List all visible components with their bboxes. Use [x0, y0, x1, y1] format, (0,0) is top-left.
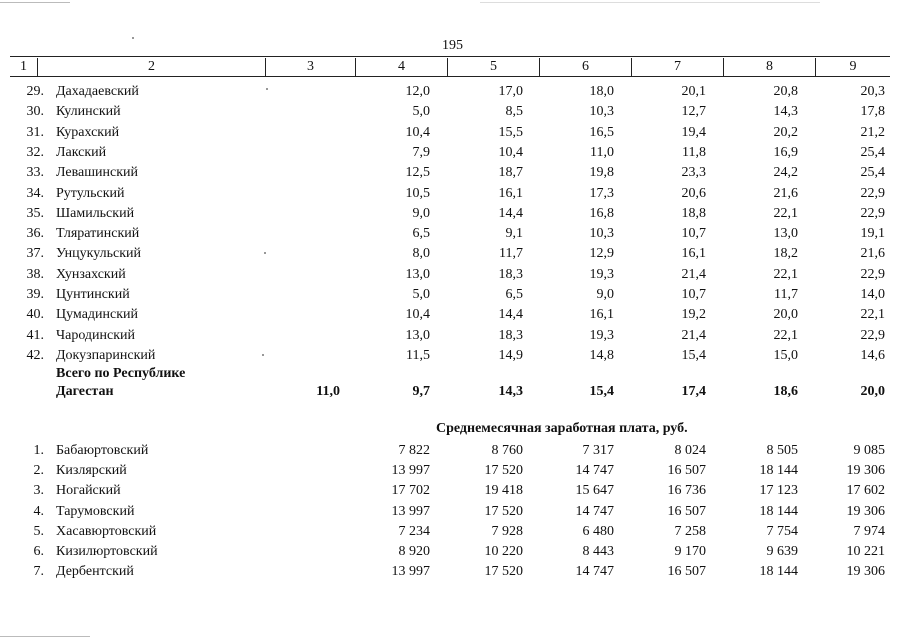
- cell-c9: 22,9: [860, 185, 885, 201]
- cell-c7: 16 507: [667, 463, 706, 479]
- cell-c8: 9 639: [766, 544, 798, 559]
- cell-c5: 18,3: [498, 327, 523, 343]
- cell-c5: 15,5: [498, 124, 523, 140]
- cell-c6: 14 747: [575, 463, 614, 479]
- cell-c8: 22,1: [773, 327, 798, 343]
- row-number: 42.: [26, 347, 44, 363]
- cell-c5: 7 928: [491, 523, 523, 539]
- total-cell-c6: 15,4: [589, 384, 614, 399]
- cell-c8: 18 144: [759, 564, 798, 580]
- table1-row: [10, 102, 890, 122]
- row-number: 5.: [33, 523, 44, 539]
- cell-c7: 16 507: [667, 564, 706, 580]
- cell-c7: 15,4: [681, 347, 706, 363]
- cell-c7: 9 170: [674, 544, 706, 559]
- cell-c8: 20,0: [773, 307, 798, 323]
- total-label-line2: Дагестан: [56, 384, 114, 399]
- cell-c7: 20,1: [681, 84, 706, 99]
- row-number: 33.: [26, 165, 44, 181]
- cell-c5: 14,4: [498, 307, 523, 323]
- cell-c9: 19 306: [846, 503, 885, 519]
- cell-c7: 20,6: [681, 185, 706, 201]
- cell-c4: 5,0: [412, 104, 430, 120]
- col-header-1: 1: [10, 58, 38, 76]
- cell-c7: 23,3: [681, 165, 706, 181]
- table1-row: [10, 326, 890, 346]
- total-cell-c7: 17,4: [681, 384, 706, 399]
- cell-c4: 8 920: [398, 544, 430, 559]
- cell-c6: 16,5: [589, 124, 614, 140]
- table1-row: [10, 346, 890, 366]
- district-name: Шамильский: [56, 205, 135, 221]
- table1-row: [10, 204, 890, 224]
- section-title: Среднемесячная заработная плата, руб.: [436, 421, 688, 436]
- cell-c5: 14,4: [498, 205, 523, 221]
- scan-edge-mark: [0, 2, 70, 3]
- cell-c9: 17,8: [860, 104, 885, 120]
- cell-c8: 18 144: [759, 503, 798, 519]
- cell-c8: 18,2: [773, 246, 798, 262]
- cell-c5: 17,0: [498, 84, 523, 99]
- table1-row: [10, 244, 890, 264]
- cell-c4: 13 997: [391, 503, 430, 519]
- cell-c4: 13,0: [405, 327, 430, 343]
- district-name: Дербентский: [56, 564, 134, 580]
- total-label-line1: Всего по Республике: [56, 366, 186, 381]
- cell-c9: 20,3: [860, 84, 885, 99]
- cell-c9: 22,9: [860, 327, 885, 343]
- row-number: 32.: [26, 144, 44, 160]
- district-name: Докузпаринский: [56, 347, 156, 363]
- cell-c9: 21,2: [860, 124, 885, 140]
- cell-c5: 9,1: [505, 226, 523, 242]
- table1-row: [10, 163, 890, 183]
- cell-c4: 9,0: [412, 205, 430, 221]
- cell-c8: 15,0: [773, 347, 798, 363]
- cell-c5: 16,1: [498, 185, 523, 201]
- row-number: 41.: [26, 327, 44, 343]
- district-name: Чародинский: [56, 327, 136, 343]
- total-cell-c8: 18,6: [773, 384, 798, 399]
- row-number: 6.: [33, 544, 44, 559]
- cell-c6: 19,8: [589, 165, 614, 181]
- cell-c7: 16,1: [681, 246, 706, 262]
- cell-c4: 10,4: [405, 124, 430, 140]
- cell-c9: 25,4: [860, 144, 885, 160]
- table1-row: [10, 143, 890, 163]
- cell-c7: 7 258: [674, 523, 706, 539]
- cell-c9: 17 602: [846, 483, 885, 499]
- district-name: Унцукульский: [56, 246, 142, 262]
- table1-row: [10, 184, 890, 204]
- cell-c9: 21,6: [860, 246, 885, 262]
- cell-c9: 22,9: [860, 205, 885, 221]
- col-header-5: 5: [448, 58, 540, 76]
- table1-row: [10, 123, 890, 143]
- cell-c9: 22,1: [860, 307, 885, 323]
- cell-c5: 17 520: [484, 564, 523, 580]
- cell-c4: 7 234: [398, 523, 430, 539]
- table1-row: [10, 305, 890, 325]
- table2-row: [10, 481, 890, 501]
- cell-c4: 8,0: [412, 246, 430, 262]
- table2-row: [10, 562, 890, 582]
- cell-c8: 11,7: [774, 287, 798, 302]
- cell-c6: 19,3: [589, 327, 614, 343]
- cell-c6: 18,0: [589, 84, 614, 99]
- row-number: 34.: [26, 185, 44, 201]
- row-number: 4.: [33, 503, 44, 519]
- row-number: 30.: [26, 104, 44, 120]
- cell-c5: 10,4: [498, 144, 523, 160]
- cell-c4: 7,9: [412, 144, 430, 160]
- cell-c9: 10 221: [846, 544, 885, 559]
- col-header-8: 8: [724, 58, 816, 76]
- cell-c8: 22,1: [773, 266, 798, 282]
- cell-c6: 19,3: [589, 266, 614, 282]
- table1-row: [10, 265, 890, 285]
- district-name: Хасавюртовский: [56, 523, 157, 539]
- cell-c8: 14,3: [773, 104, 798, 120]
- cell-c6: 16,8: [589, 205, 614, 221]
- cell-c8: 20,2: [773, 124, 798, 140]
- total-row-label-1: [10, 364, 890, 384]
- cell-c9: 22,9: [860, 266, 885, 282]
- district-name: Хунзахский: [56, 266, 126, 282]
- total-row: [10, 382, 890, 402]
- row-number: 40.: [26, 307, 44, 323]
- cell-c8: 22,1: [773, 205, 798, 221]
- row-number: 2.: [33, 463, 44, 479]
- cell-c6: 10,3: [589, 226, 614, 242]
- cell-c6: 14 747: [575, 564, 614, 580]
- district-name: Кулинский: [56, 104, 121, 120]
- cell-c5: 17 520: [484, 463, 523, 479]
- district-name: Лакский: [56, 144, 107, 160]
- table2-row: [10, 502, 890, 522]
- cell-c4: 7 822: [398, 443, 430, 458]
- cell-c7: 8 024: [674, 443, 706, 458]
- cell-c7: 21,4: [681, 327, 706, 343]
- cell-c5: 8 760: [491, 443, 523, 458]
- header-bottom-rule: [10, 76, 890, 77]
- district-name: Рутульский: [56, 185, 125, 201]
- district-name: Тарумовский: [56, 503, 135, 519]
- cell-c8: 21,6: [773, 185, 798, 201]
- cell-c4: 10,5: [405, 185, 430, 201]
- cell-c6: 10,3: [589, 104, 614, 120]
- district-name: Тляратинский: [56, 226, 140, 242]
- cell-c6: 12,9: [589, 246, 614, 262]
- row-number: 7.: [33, 564, 44, 580]
- cell-c5: 6,5: [505, 287, 523, 302]
- cell-c6: 14 747: [575, 503, 614, 519]
- cell-c8: 8 505: [766, 443, 798, 458]
- table2-row: [10, 522, 890, 542]
- cell-c9: 7 974: [853, 523, 885, 539]
- row-number: 35.: [26, 205, 44, 221]
- cell-c7: 16 507: [667, 503, 706, 519]
- table1-row: [10, 285, 890, 305]
- cell-c9: 14,0: [860, 287, 885, 302]
- cell-c6: 9,0: [596, 287, 614, 302]
- total-cell-c5: 14,3: [498, 384, 523, 399]
- cell-c6: 15 647: [575, 483, 614, 499]
- cell-c8: 13,0: [773, 226, 798, 242]
- district-name: Кизилюртовский: [56, 544, 158, 559]
- cell-c6: 6 480: [582, 523, 614, 539]
- district-name: Дахадаевский: [56, 84, 139, 99]
- cell-c8: 24,2: [773, 165, 798, 181]
- cell-c8: 16,9: [773, 144, 798, 160]
- cell-c6: 7 317: [582, 443, 614, 458]
- cell-c9: 19 306: [846, 463, 885, 479]
- cell-c9: 9 085: [853, 443, 885, 458]
- row-number: 36.: [26, 226, 44, 242]
- cell-c8: 7 754: [766, 523, 798, 539]
- cell-c5: 14,9: [498, 347, 523, 363]
- cell-c7: 11,8: [682, 144, 706, 160]
- row-number: 31.: [26, 124, 44, 140]
- district-name: Кизлярский: [56, 463, 127, 479]
- cell-c5: 18,3: [498, 266, 523, 282]
- cell-c5: 11,7: [499, 246, 523, 262]
- table1-row: [10, 82, 890, 102]
- cell-c7: 19,4: [681, 124, 706, 140]
- cell-c6: 16,1: [589, 307, 614, 323]
- cell-c5: 8,5: [505, 104, 523, 120]
- total-cell-c9: 20,0: [860, 384, 885, 399]
- cell-c9: 19,1: [860, 226, 885, 242]
- total-cell-c4: 9,7: [412, 384, 430, 399]
- cell-c4: 12,5: [405, 165, 430, 181]
- table1-row: [10, 224, 890, 244]
- row-number: 37.: [26, 246, 44, 262]
- cell-c9: 19 306: [846, 564, 885, 580]
- cell-c4: 11,5: [406, 347, 430, 363]
- scan-edge-mark: [0, 636, 90, 637]
- cell-c4: 13,0: [405, 266, 430, 282]
- cell-c4: 13 997: [391, 564, 430, 580]
- row-number: 39.: [26, 287, 44, 302]
- scan-edge-mark: [480, 2, 820, 3]
- cell-c5: 19 418: [484, 483, 523, 499]
- cell-c8: 20,8: [773, 84, 798, 99]
- cell-c5: 18,7: [498, 165, 523, 181]
- district-name: Курахский: [56, 124, 120, 140]
- cell-c7: 12,7: [681, 104, 706, 120]
- cell-c7: 10,7: [681, 287, 706, 302]
- cell-c7: 10,7: [681, 226, 706, 242]
- cell-c9: 14,6: [860, 347, 885, 363]
- col-header-6: 6: [540, 58, 632, 76]
- table2-row: [10, 461, 890, 481]
- cell-c7: 16 736: [667, 483, 706, 499]
- col-header-4: 4: [356, 58, 448, 76]
- cell-c7: 21,4: [681, 266, 706, 282]
- cell-c4: 12,0: [405, 84, 430, 99]
- district-name: Цунтинский: [56, 287, 130, 302]
- col-header-3: 3: [266, 58, 356, 76]
- row-number: 1.: [33, 443, 44, 458]
- table-top-rule: [10, 56, 890, 57]
- district-name: Ногайский: [56, 483, 121, 499]
- district-name: Цумадинский: [56, 307, 139, 323]
- cell-c4: 5,0: [412, 287, 430, 302]
- col-header-2: 2: [38, 58, 266, 76]
- cell-c7: 19,2: [681, 307, 706, 323]
- row-number: 3.: [33, 483, 44, 499]
- cell-c6: 14,8: [589, 347, 614, 363]
- cell-c6: 11,0: [590, 144, 614, 160]
- cell-c5: 10 220: [484, 544, 523, 559]
- cell-c5: 17 520: [484, 503, 523, 519]
- cell-c6: 17,3: [589, 185, 614, 201]
- table2-row: [10, 542, 890, 562]
- page-number: 195: [442, 38, 463, 53]
- cell-c7: 18,8: [681, 205, 706, 221]
- cell-c8: 17 123: [759, 483, 798, 499]
- cell-c9: 25,4: [860, 165, 885, 181]
- cell-c6: 8 443: [582, 544, 614, 559]
- district-name: Левашинский: [56, 165, 139, 181]
- cell-c8: 18 144: [759, 463, 798, 479]
- row-number: 38.: [26, 266, 44, 282]
- cell-c4: 6,5: [412, 226, 430, 242]
- cell-c4: 13 997: [391, 463, 430, 479]
- cell-c4: 10,4: [405, 307, 430, 323]
- table2-row: [10, 441, 890, 461]
- cell-c4: 17 702: [391, 483, 430, 499]
- row-number: 29.: [26, 84, 44, 99]
- district-name: Бабаюртовский: [56, 443, 149, 458]
- col-header-7: 7: [632, 58, 724, 76]
- col-header-9: 9: [849, 59, 857, 74]
- column-header-row: [10, 58, 890, 76]
- total-cell-c3: 11,0: [316, 384, 340, 399]
